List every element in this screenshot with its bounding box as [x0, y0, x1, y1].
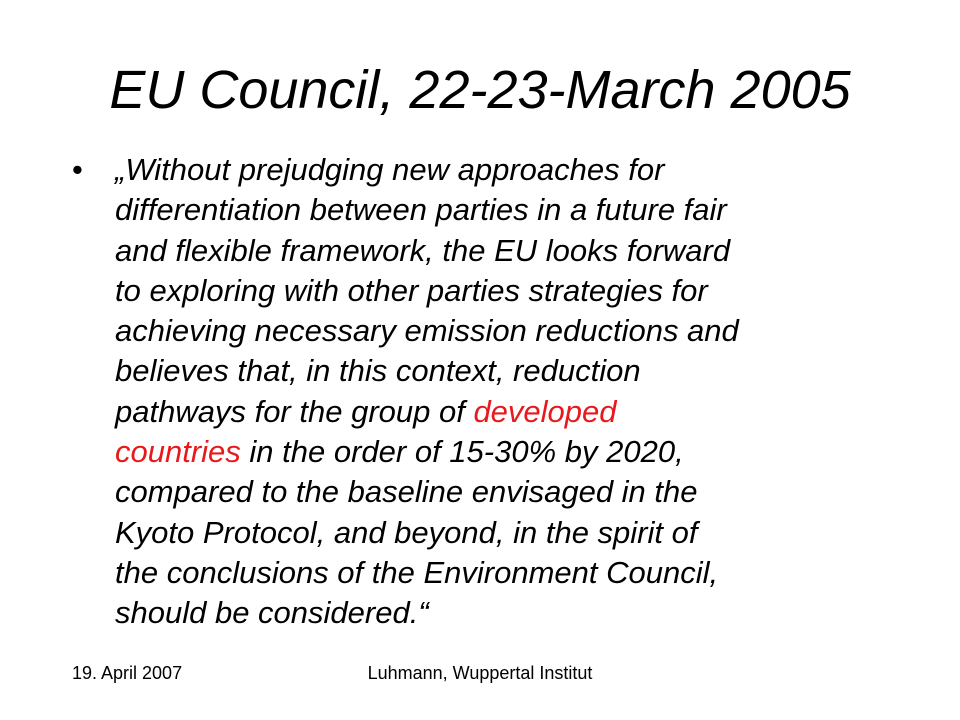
bullet-marker: •: [72, 152, 83, 187]
quote-line: [115, 231, 875, 271]
quote-line: [115, 150, 875, 190]
quote-text: [115, 150, 875, 634]
quote-line-text: should be considered.“: [115, 595, 429, 631]
quote-line: [115, 553, 875, 593]
footer-date: 19. April 2007: [72, 663, 183, 683]
footer-author: Luhmann, Wuppertal Institut: [367, 663, 593, 683]
quote-line-text: compared to the baseline envisaged in the: [115, 474, 698, 510]
quote-line-text: Kyoto Protocol, and beyond, in the spirit of: [115, 514, 698, 550]
quote-line: [115, 190, 875, 230]
quote-line: [115, 432, 875, 472]
quote-line: [115, 351, 875, 391]
quote-line-text: differentiation between parties in a future fair: [115, 192, 727, 228]
quote-line: [115, 472, 875, 512]
quote-line-text: in the order of 15-30% by 2020,: [240, 434, 684, 470]
slide-title: EU Council, 22-23-March 2005: [109, 60, 851, 120]
quote-line-text: the conclusions of the Environment Council,: [115, 554, 719, 590]
quote-line-text: „Without prejudging new approaches for: [115, 152, 665, 187]
quote-line-text: and flexible framework, the EU looks forward: [115, 232, 731, 268]
quote-line-text: to exploring with other parties strategies for: [115, 272, 708, 308]
quote-line-text: pathways for the group of: [115, 393, 474, 429]
quote-line: [115, 271, 875, 311]
quote-line: [115, 311, 875, 351]
quote-line-text: achieving necessary emission reductions and: [115, 313, 739, 349]
quote-line: [115, 593, 875, 633]
quote-line-highlight: countries: [115, 434, 241, 470]
quote-line: [115, 513, 875, 553]
quote-line-highlight: developed: [473, 393, 617, 429]
quote-line: [115, 392, 875, 432]
quote-line-text: believes that, in this context, reduction: [115, 353, 641, 389]
